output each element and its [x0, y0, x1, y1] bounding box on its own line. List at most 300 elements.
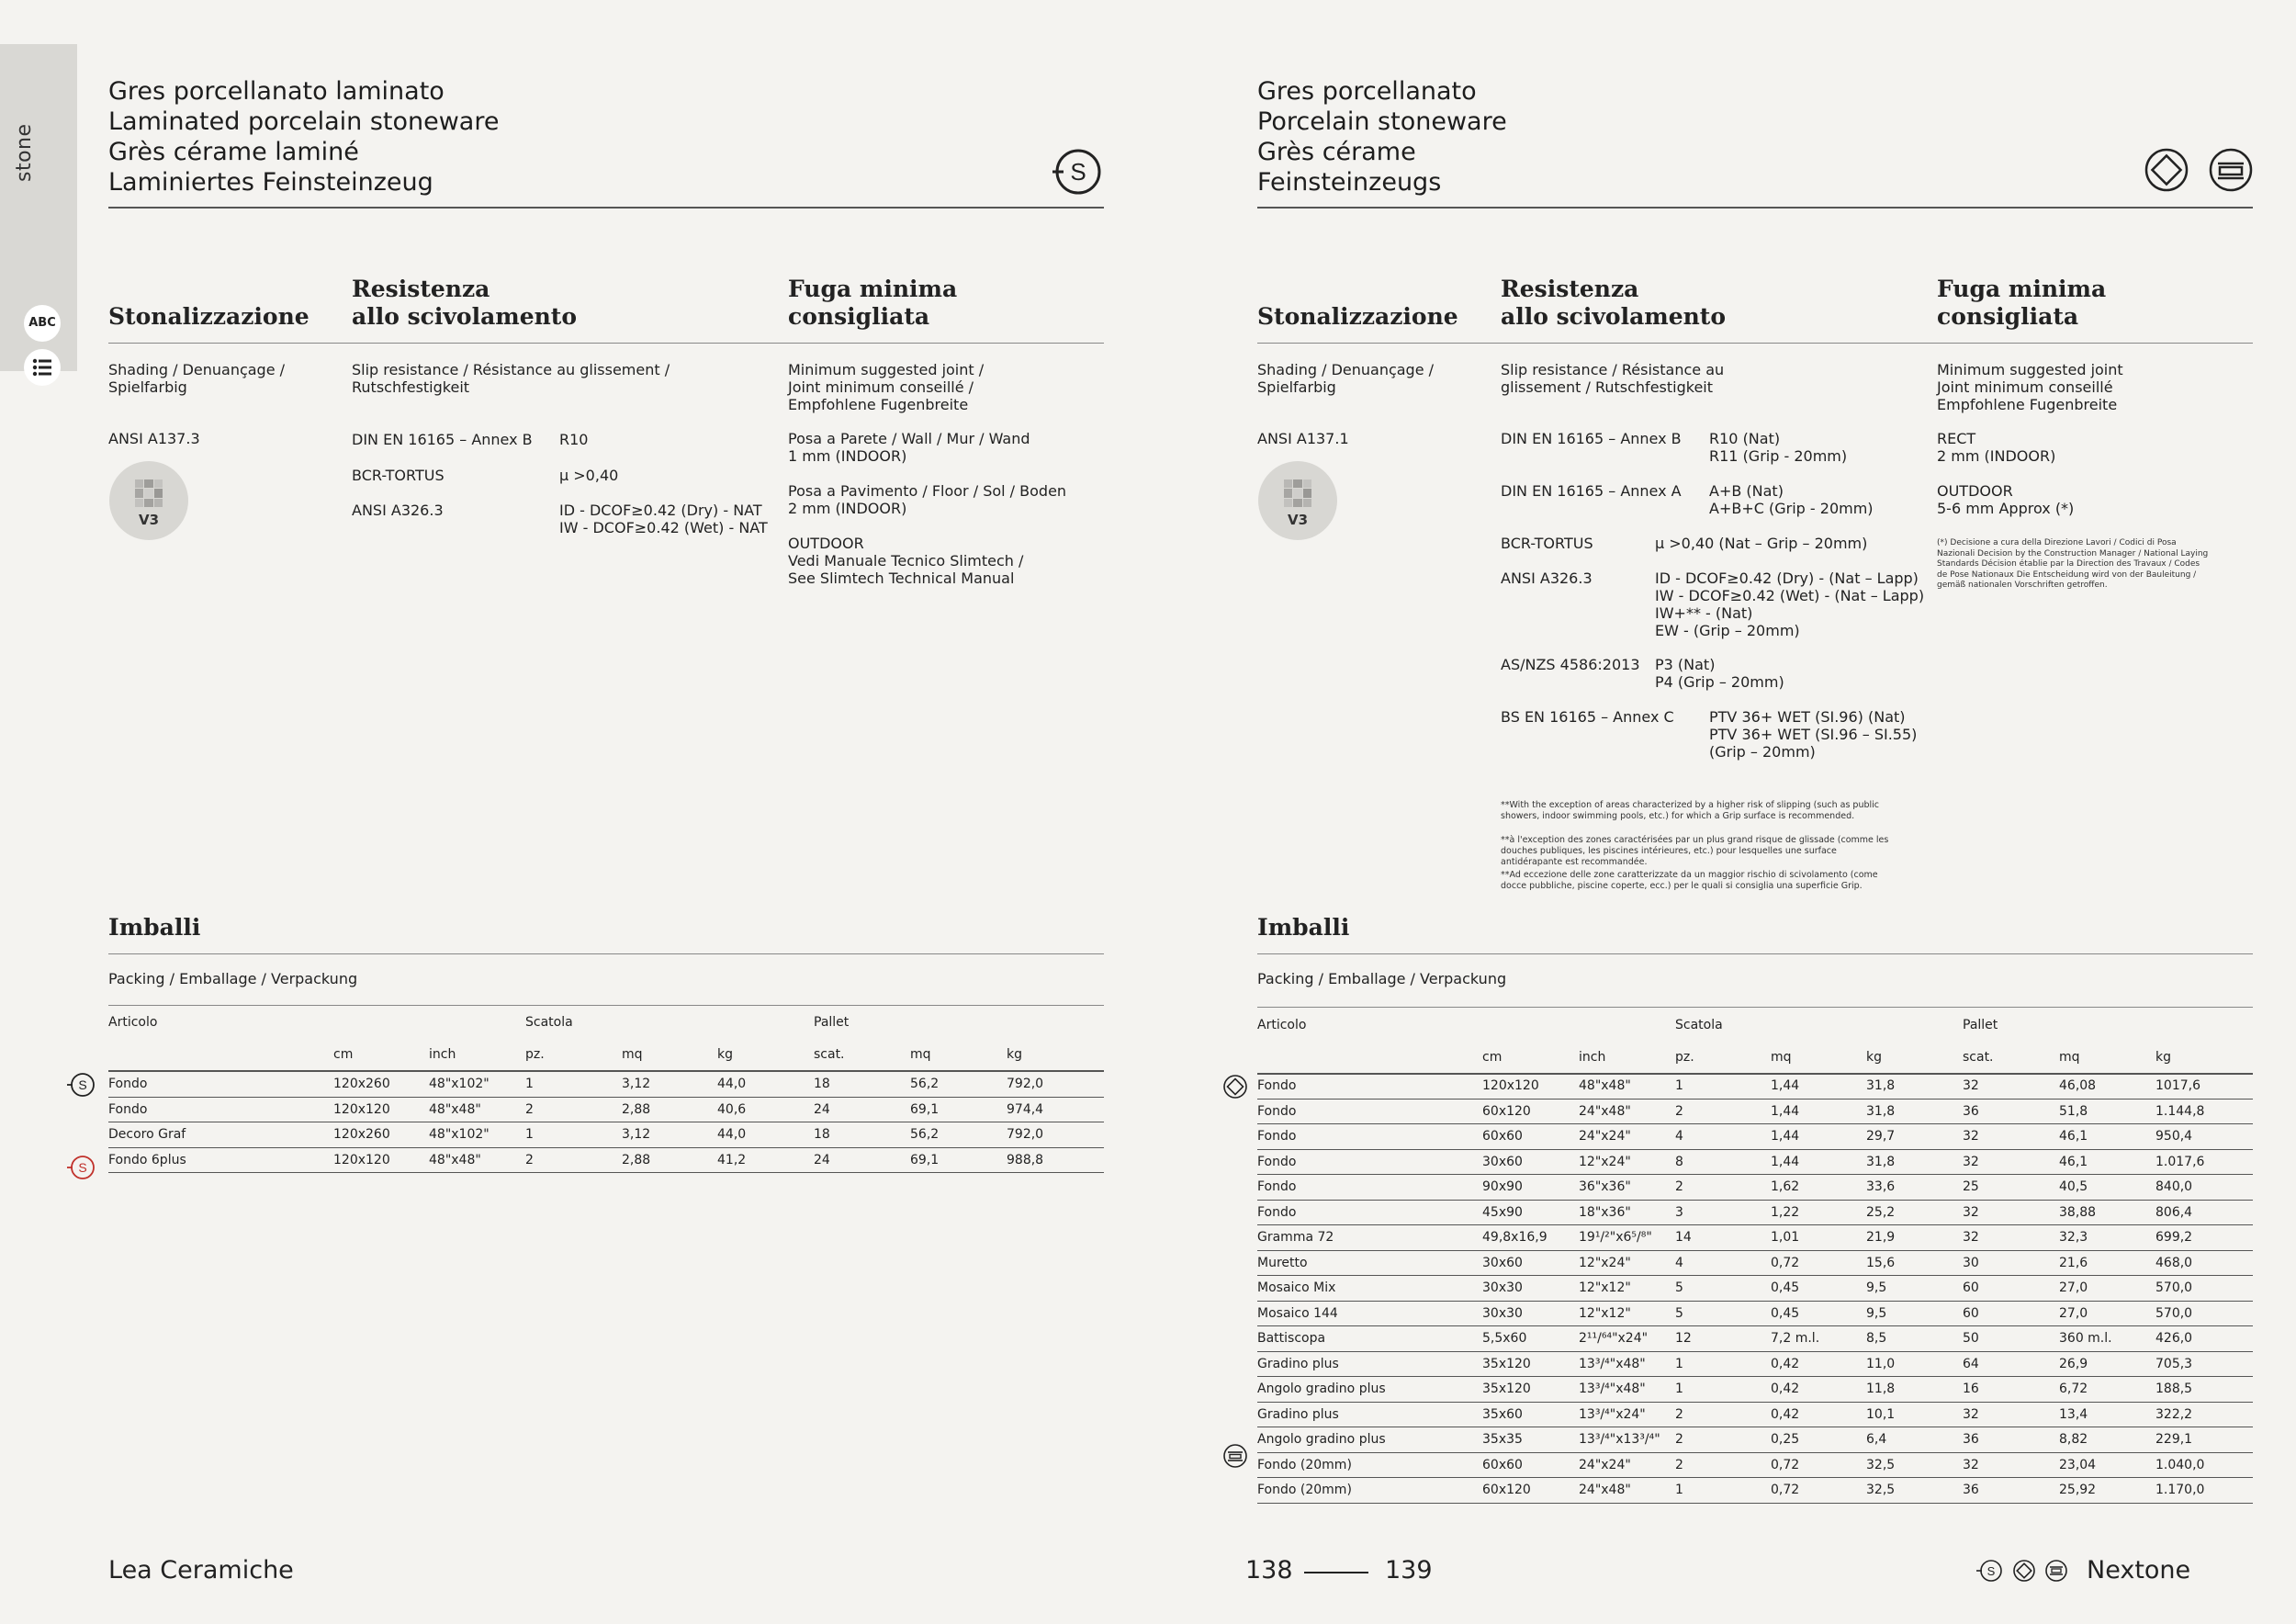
table-cell: 6,72 — [2059, 1377, 2155, 1403]
table-cell: 974,4 — [1007, 1097, 1104, 1122]
table-cell: 1,44 — [1771, 1149, 1866, 1175]
table-cell: 13,4 — [2059, 1402, 2155, 1427]
table-cell: 120x120 — [1482, 1074, 1579, 1099]
left-slip-std: ANSI A326.3 — [352, 502, 444, 519]
table-cell: 18 — [814, 1072, 910, 1097]
table-cell: 56,2 — [910, 1072, 1007, 1097]
right-slip-val-line: P4 (Grip – 20mm) — [1655, 673, 1784, 691]
table-cell: 26,9 — [2059, 1351, 2155, 1377]
table-cell: 0,25 — [1771, 1427, 1866, 1453]
left-title — [108, 76, 499, 197]
badge-label: V3 — [138, 512, 160, 528]
table-cell: 21,6 — [2059, 1250, 2155, 1276]
right-col-head: pz. — [1675, 1050, 1694, 1065]
right-joint-line: 5-6 mm Approx (*) — [1937, 500, 2075, 517]
left-slip-sub-line: Slip resistance / Résistance au glissement / — [352, 361, 670, 378]
left-joint-sub-line: Empfohlene Fugenbreite — [788, 396, 969, 413]
product-icons — [1975, 1556, 2074, 1585]
article-name: Fondo 6plus — [108, 1147, 333, 1173]
table-row — [1257, 1250, 2253, 1276]
left-col-head: cm — [333, 1047, 354, 1062]
article-name: Fondo — [1257, 1200, 1482, 1225]
right-slip-val-line: R10 (Nat) — [1709, 430, 1781, 447]
table-cell: 2 — [1675, 1175, 1771, 1201]
right-title-line: Gres porcellanato — [1257, 77, 1477, 106]
table-cell: 13³/⁴"x13³/⁴" — [1579, 1427, 1675, 1453]
table-row — [1257, 1175, 2253, 1201]
right-packing-table — [1257, 1074, 2253, 1504]
article-name: Mosaico Mix — [1257, 1276, 1482, 1302]
table-cell: 1,01 — [1771, 1225, 1866, 1251]
right-header-rule — [1257, 343, 2253, 344]
right-packing-sub: Packing / Emballage / Verpackung — [1257, 970, 1507, 987]
table-cell: 7,2 m.l. — [1771, 1326, 1866, 1352]
table-cell: 36"x36" — [1579, 1175, 1675, 1201]
table-cell: 5,5x60 — [1482, 1326, 1579, 1352]
table-cell: 11,8 — [1866, 1377, 1963, 1403]
table-cell: 14 — [1675, 1225, 1771, 1251]
right-slip-val-line: EW - (Grip – 20mm) — [1655, 622, 1800, 639]
table-cell: 0,42 — [1771, 1377, 1866, 1403]
grip-20mm-row-icon — [1221, 1443, 1249, 1469]
table-cell: 60x60 — [1482, 1124, 1579, 1150]
right-slip-val — [1709, 708, 1917, 761]
left-joint-sub-line: Joint minimum conseillé / — [788, 378, 974, 396]
table-cell: 468,0 — [2155, 1250, 2253, 1276]
right-slip-sub-line: Slip resistance / Résistance au — [1501, 361, 1725, 378]
right-joint-sub-line: Empfohlene Fugenbreite — [1937, 396, 2118, 413]
table-cell: 1 — [1675, 1377, 1771, 1403]
table-row — [108, 1147, 1104, 1173]
table-row — [1257, 1099, 2253, 1124]
table-cell: 792,0 — [1007, 1072, 1104, 1097]
table-cell: 35x120 — [1482, 1351, 1579, 1377]
right-slip-sub — [1501, 361, 1724, 396]
table-cell: 24"x24" — [1579, 1124, 1675, 1150]
right-shading-sub — [1257, 361, 1434, 396]
table-cell: 33,6 — [1866, 1175, 1963, 1201]
table-cell: 426,0 — [2155, 1326, 2253, 1352]
table-cell: 23,04 — [2059, 1452, 2155, 1478]
article-name: Fondo (20mm) — [1257, 1452, 1482, 1478]
article-name: Angolo gradino plus — [1257, 1377, 1482, 1403]
table-cell: 10,1 — [1866, 1402, 1963, 1427]
left-header-shading: Stonalizzazione — [108, 303, 310, 330]
right-slip-std: BS EN 16165 – Annex C — [1501, 708, 1674, 726]
left-col-box: Scatola — [525, 1015, 573, 1030]
left-col-head: mq — [622, 1047, 643, 1062]
table-cell: 49,8x16,9 — [1482, 1225, 1579, 1251]
porcelain-row-icon — [1221, 1074, 1249, 1100]
table-cell: 46,08 — [2059, 1074, 2155, 1099]
table-cell: 36 — [1963, 1427, 2059, 1453]
left-joint-sub — [788, 361, 984, 413]
left-header-rule — [108, 343, 1104, 344]
right-col-head: mq — [1771, 1050, 1792, 1065]
tile-grid-icon — [135, 479, 163, 507]
table-cell: 229,1 — [2155, 1427, 2253, 1453]
left-col-head: kg — [1007, 1047, 1022, 1062]
right-table-top-rule — [1257, 1007, 2253, 1008]
table-cell: 25 — [1963, 1175, 2059, 1201]
table-cell: 32,3 — [2059, 1225, 2155, 1251]
right-slip-std: AS/NZS 4586:2013 — [1501, 656, 1640, 673]
svg-text:S: S — [1070, 158, 1086, 186]
right-packing-rule — [1257, 953, 2253, 954]
table-cell: 35x60 — [1482, 1402, 1579, 1427]
table-cell: 12"x24" — [1579, 1250, 1675, 1276]
right-joint-sub-line: Minimum suggested joint — [1937, 361, 2123, 378]
page-number-right: 139 — [1385, 1556, 1433, 1585]
table-cell: 2 — [525, 1097, 622, 1122]
abc-icon[interactable]: ABC — [24, 305, 61, 342]
table-cell: 840,0 — [2155, 1175, 2253, 1201]
table-cell: 60x60 — [1482, 1452, 1579, 1478]
article-name: Angolo gradino plus — [1257, 1427, 1482, 1453]
table-cell: 48"x48" — [429, 1147, 525, 1173]
left-header-joint-line: Fuga minima — [788, 276, 958, 302]
right-slip-val-line: IW - DCOF≥0.42 (Wet) - (Nat – Lapp) — [1655, 587, 1925, 604]
table-cell: 32 — [1963, 1225, 2059, 1251]
left-title-rule — [108, 207, 1104, 209]
table-cell: 12"x24" — [1579, 1149, 1675, 1175]
left-slip-std: DIN EN 16165 – Annex B — [352, 431, 533, 448]
right-col-head: inch — [1579, 1050, 1606, 1065]
right-slip-val-line: ID - DCOF≥0.42 (Dry) - (Nat – Lapp) — [1655, 570, 1919, 587]
left-title-line: Gres porcellanato laminato — [108, 77, 445, 106]
table-cell: 120x120 — [333, 1147, 429, 1173]
left-col-article: Articolo — [108, 1015, 158, 1030]
brand-name: Lea Ceramiche — [108, 1556, 294, 1585]
table-cell: 120x260 — [333, 1072, 429, 1097]
left-header-joint — [788, 276, 957, 331]
right-shading-sub-line: Shading / Denuançage / — [1257, 361, 1435, 378]
right-header-slip-line: allo scivolamento — [1501, 303, 1727, 330]
table-cell: 13³/⁴"x24" — [1579, 1402, 1675, 1427]
table-cell: 8,5 — [1866, 1326, 1963, 1352]
right-joint-line: RECT — [1937, 430, 1976, 447]
table-cell: 16 — [1963, 1377, 2059, 1403]
table-cell: 0,45 — [1771, 1276, 1866, 1302]
right-slip-val — [1709, 430, 1847, 465]
left-col-head: mq — [910, 1047, 931, 1062]
right-title-rule — [1257, 207, 2253, 209]
table-cell: 32 — [1963, 1124, 2059, 1150]
right-title — [1257, 76, 1507, 197]
badge-label: V3 — [1287, 512, 1309, 528]
table-cell: 322,2 — [2155, 1402, 2253, 1427]
table-cell: 30 — [1963, 1250, 2059, 1276]
table-cell: 25,2 — [1866, 1200, 1963, 1225]
table-row — [1257, 1074, 2253, 1099]
left-packing-table — [108, 1072, 1104, 1173]
right-joint-sub — [1937, 361, 2123, 413]
left-header-slip-line: Resistenza — [352, 276, 490, 302]
table-row — [1257, 1276, 2253, 1302]
table-cell: 25,92 — [2059, 1478, 2155, 1504]
article-name: Battiscopa — [1257, 1326, 1482, 1352]
table-cell: 13³/⁴"x48" — [1579, 1377, 1675, 1403]
left-slip-val-line: ID - DCOF≥0.42 (Dry) - NAT — [559, 502, 762, 519]
article-name: Decoro Graf — [108, 1122, 333, 1148]
table-row — [1257, 1478, 2253, 1504]
table-cell: 0,45 — [1771, 1301, 1866, 1326]
table-row — [108, 1122, 1104, 1148]
article-name: Fondo — [108, 1097, 333, 1122]
table-cell: 60 — [1963, 1301, 2059, 1326]
left-slip-val-line: IW - DCOF≥0.42 (Wet) - NAT — [559, 519, 768, 536]
left-slip-sub-line: Rutschfestigkeit — [352, 378, 470, 396]
table-cell: 69,1 — [910, 1097, 1007, 1122]
right-title-line: Feinsteinzeugs — [1257, 168, 1442, 197]
table-cell: 12 — [1675, 1326, 1771, 1352]
table-cell: 21,9 — [1866, 1225, 1963, 1251]
table-cell: 1017,6 — [2155, 1074, 2253, 1099]
left-joint-sub-line: Minimum suggested joint / — [788, 361, 985, 378]
table-cell: 1.017,6 — [2155, 1149, 2253, 1175]
table-row — [108, 1097, 1104, 1122]
table-row — [1257, 1225, 2253, 1251]
table-cell: 48"x48" — [1579, 1074, 1675, 1099]
table-cell: 24 — [814, 1097, 910, 1122]
table-cell: 64 — [1963, 1351, 2059, 1377]
table-cell: 8,82 — [2059, 1427, 2155, 1453]
shade-variation-badge — [109, 461, 188, 540]
table-cell: 36 — [1963, 1478, 2059, 1504]
right-packing-title: Imballi — [1257, 914, 1350, 941]
right-slip-val — [1655, 656, 1784, 691]
article-name: Fondo — [1257, 1074, 1482, 1099]
table-cell: 2,88 — [622, 1097, 717, 1122]
table-cell: 1,44 — [1771, 1099, 1866, 1124]
table-cell: 35x35 — [1482, 1427, 1579, 1453]
table-cell: 5 — [1675, 1301, 1771, 1326]
right-slip-val-line: (Grip – 20mm) — [1709, 743, 1816, 761]
left-col-head: inch — [429, 1047, 456, 1062]
right-slip-val-line: PTV 36+ WET (SI.96 – SI.55) — [1709, 726, 1918, 743]
table-cell: 9,5 — [1866, 1301, 1963, 1326]
table-row — [1257, 1452, 2253, 1478]
table-cell: 570,0 — [2155, 1301, 2253, 1326]
list-icon[interactable] — [24, 349, 61, 386]
table-cell: 24 — [814, 1147, 910, 1173]
table-cell: 2,88 — [622, 1147, 717, 1173]
table-cell: 8 — [1675, 1149, 1771, 1175]
table-cell: 45x90 — [1482, 1200, 1579, 1225]
left-title-line: Laminated porcelain stoneware — [108, 107, 500, 136]
table-row — [1257, 1351, 2253, 1377]
table-cell: 360 m.l. — [2059, 1326, 2155, 1352]
right-joint-sub-line: Joint minimum conseillé — [1937, 378, 2113, 396]
page-number-left: 138 — [1245, 1556, 1293, 1585]
table-cell: 13³/⁴"x48" — [1579, 1351, 1675, 1377]
slimtech-icon — [1051, 147, 1104, 197]
right-shading-sub-line: Spielfarbig — [1257, 378, 1336, 396]
table-cell: 806,4 — [2155, 1200, 2253, 1225]
table-cell: 2 — [1675, 1427, 1771, 1453]
table-cell: 30x30 — [1482, 1301, 1579, 1326]
table-cell: 30x30 — [1482, 1276, 1579, 1302]
table-cell: 48"x102" — [429, 1072, 525, 1097]
left-shading-sub — [108, 361, 285, 396]
table-cell: 570,0 — [2155, 1276, 2253, 1302]
left-header-slip — [352, 276, 577, 331]
table-cell: 2 — [1675, 1099, 1771, 1124]
table-cell: 60x120 — [1482, 1478, 1579, 1504]
article-name: Gramma 72 — [1257, 1225, 1482, 1251]
table-cell: 31,8 — [1866, 1149, 1963, 1175]
svg-text:S: S — [78, 1160, 87, 1175]
table-cell: 32,5 — [1866, 1452, 1963, 1478]
table-cell: 18 — [814, 1122, 910, 1148]
table-cell: 988,8 — [1007, 1147, 1104, 1173]
table-cell: 27,0 — [2059, 1276, 2155, 1302]
table-cell: 18"x36" — [1579, 1200, 1675, 1225]
article-name: Mosaico 144 — [1257, 1301, 1482, 1326]
article-name: Fondo — [1257, 1149, 1482, 1175]
right-joint-line: OUTDOOR — [1937, 482, 2013, 500]
article-name: Gradino plus — [1257, 1351, 1482, 1377]
left-slip-std: BCR-TORTUS — [352, 467, 445, 484]
table-cell: 32,5 — [1866, 1478, 1963, 1504]
right-footnote: **à l'exception des zones caractérisées par un plus grand risque de glissade (comme les douches publiques, les piscines intérieures, etc.) pour lesquelles une surface antidérapante est recommandée. — [1501, 835, 1889, 867]
table-cell: 32 — [1963, 1402, 2059, 1427]
table-cell: 30x60 — [1482, 1149, 1579, 1175]
left-joint-lines — [788, 430, 1066, 587]
right-slip-val — [1655, 570, 1924, 639]
grip-20mm-icon — [2208, 147, 2254, 193]
left-joint-line: Posa a Pavimento / Floor / Sol / Boden — [788, 482, 1067, 500]
right-col-head: kg — [1866, 1050, 1882, 1065]
table-cell: 24"x24" — [1579, 1452, 1675, 1478]
table-cell: 705,3 — [2155, 1351, 2253, 1377]
right-header-shading: Stonalizzazione — [1257, 303, 1458, 330]
table-cell: 32 — [1963, 1149, 2059, 1175]
table-cell: 0,42 — [1771, 1351, 1866, 1377]
table-cell: 3,12 — [622, 1072, 717, 1097]
right-ansi-shading: ANSI A137.1 — [1257, 430, 1349, 447]
right-slip-std: DIN EN 16165 – Annex A — [1501, 482, 1682, 500]
table-cell: 2¹¹/⁶⁴"x24" — [1579, 1326, 1675, 1352]
left-slip-val — [559, 502, 768, 536]
left-ansi-shading: ANSI A137.3 — [108, 430, 200, 447]
left-slip-sub — [352, 361, 670, 396]
table-cell: 2 — [1675, 1452, 1771, 1478]
table-cell: 1 — [1675, 1074, 1771, 1099]
table-cell: 1,62 — [1771, 1175, 1866, 1201]
table-cell: 1 — [525, 1072, 622, 1097]
left-shading-sub-line: Shading / Denuançage / — [108, 361, 286, 378]
table-cell: 40,5 — [2059, 1175, 2155, 1201]
right-footnote: **Ad eccezione delle zone caratterizzate da un maggior rischio di scivolamento (come docce pubbliche, piscine coperte, ecc.) per le quali si consiglia una superficie Grip. — [1501, 870, 1878, 891]
table-row — [1257, 1301, 2253, 1326]
left-packing-title: Imballi — [108, 914, 201, 941]
right-col-article: Articolo — [1257, 1018, 1307, 1032]
left-packing-rule — [108, 953, 1104, 954]
table-cell: 12"x12" — [1579, 1276, 1675, 1302]
table-cell: 950,4 — [2155, 1124, 2253, 1150]
side-tab — [0, 44, 77, 371]
table-row — [1257, 1200, 2253, 1225]
table-cell: 3 — [1675, 1200, 1771, 1225]
table-cell: 1,22 — [1771, 1200, 1866, 1225]
table-cell: 1 — [525, 1122, 622, 1148]
right-slip-std: ANSI A326.3 — [1501, 570, 1593, 587]
right-header-slip-line: Resistenza — [1501, 276, 1639, 302]
table-cell: 1,44 — [1771, 1124, 1866, 1150]
porcelain-icon — [2144, 147, 2189, 193]
left-joint-line: OUTDOOR — [788, 535, 864, 552]
table-cell: 32 — [1963, 1074, 2059, 1099]
left-title-line: Grès cérame laminé — [108, 138, 359, 166]
table-cell: 32 — [1963, 1200, 2059, 1225]
table-cell: 24"x48" — [1579, 1099, 1675, 1124]
table-cell: 1 — [1675, 1351, 1771, 1377]
table-cell: 31,8 — [1866, 1099, 1963, 1124]
collection-name: Nextone — [2087, 1556, 2191, 1585]
left-slip-val: μ >0,40 — [559, 467, 619, 484]
left-header-slip-line: allo scivolamento — [352, 303, 578, 330]
table-cell: 0,42 — [1771, 1402, 1866, 1427]
table-cell: 1.040,0 — [2155, 1452, 2253, 1478]
table-cell: 4 — [1675, 1124, 1771, 1150]
article-name: Gradino plus — [1257, 1402, 1482, 1427]
right-slip-val-line: μ >0,40 (Nat – Grip – 20mm) — [1655, 535, 1868, 552]
table-row — [1257, 1377, 2253, 1403]
table-cell: 24"x48" — [1579, 1478, 1675, 1504]
table-cell: 1 — [1675, 1478, 1771, 1504]
table-cell: 2 — [525, 1147, 622, 1173]
svg-text:S: S — [78, 1077, 87, 1092]
table-cell: 36 — [1963, 1099, 2059, 1124]
left-joint-line: See Slimtech Technical Manual — [788, 570, 1015, 587]
table-cell: 6,4 — [1866, 1427, 1963, 1453]
table-cell: 48"x102" — [429, 1122, 525, 1148]
slimtech-small-icon — [1976, 1561, 2001, 1581]
right-col-pallet: Pallet — [1963, 1018, 1998, 1032]
table-cell: 120x120 — [333, 1097, 429, 1122]
table-cell: 15,6 — [1866, 1250, 1963, 1276]
table-row — [108, 1072, 1104, 1097]
table-cell: 0,72 — [1771, 1250, 1866, 1276]
table-cell: 792,0 — [1007, 1122, 1104, 1148]
table-cell: 1.170,0 — [2155, 1478, 2253, 1504]
table-row — [1257, 1124, 2253, 1150]
right-slip-val — [1709, 482, 1874, 517]
table-cell: 120x260 — [333, 1122, 429, 1148]
left-col-head: scat. — [814, 1047, 845, 1062]
table-row — [1257, 1149, 2253, 1175]
table-cell: 30x60 — [1482, 1250, 1579, 1276]
table-cell: 56,2 — [910, 1122, 1007, 1148]
table-cell: 35x120 — [1482, 1377, 1579, 1403]
right-col-head: kg — [2155, 1050, 2171, 1065]
left-packing-sub: Packing / Emballage / Verpackung — [108, 970, 358, 987]
left-col-head: kg — [717, 1047, 733, 1062]
table-cell: 31,8 — [1866, 1074, 1963, 1099]
table-cell: 29,7 — [1866, 1124, 1963, 1150]
table-cell: 41,2 — [717, 1147, 814, 1173]
table-cell: 90x90 — [1482, 1175, 1579, 1201]
right-joint-note: (*) Decisione a cura della Direzione Lavori / Codici di Posa Nazionali Decision by the Construction Manager / National Laying Standards Décision établie par la Direction des Travaux / Codes de Pose Nationaux Die Entscheidung wird von der Bauleitung / gemäß nationalen Vorschriften getroffen. — [1937, 538, 2209, 590]
slimtech-row-icon — [66, 1071, 97, 1099]
right-slip-std: BCR-TORTUS — [1501, 535, 1593, 552]
table-cell: 699,2 — [2155, 1225, 2253, 1251]
article-name: Fondo — [1257, 1175, 1482, 1201]
article-name: Fondo — [1257, 1124, 1482, 1150]
table-cell: 9,5 — [1866, 1276, 1963, 1302]
table-cell: 4 — [1675, 1250, 1771, 1276]
